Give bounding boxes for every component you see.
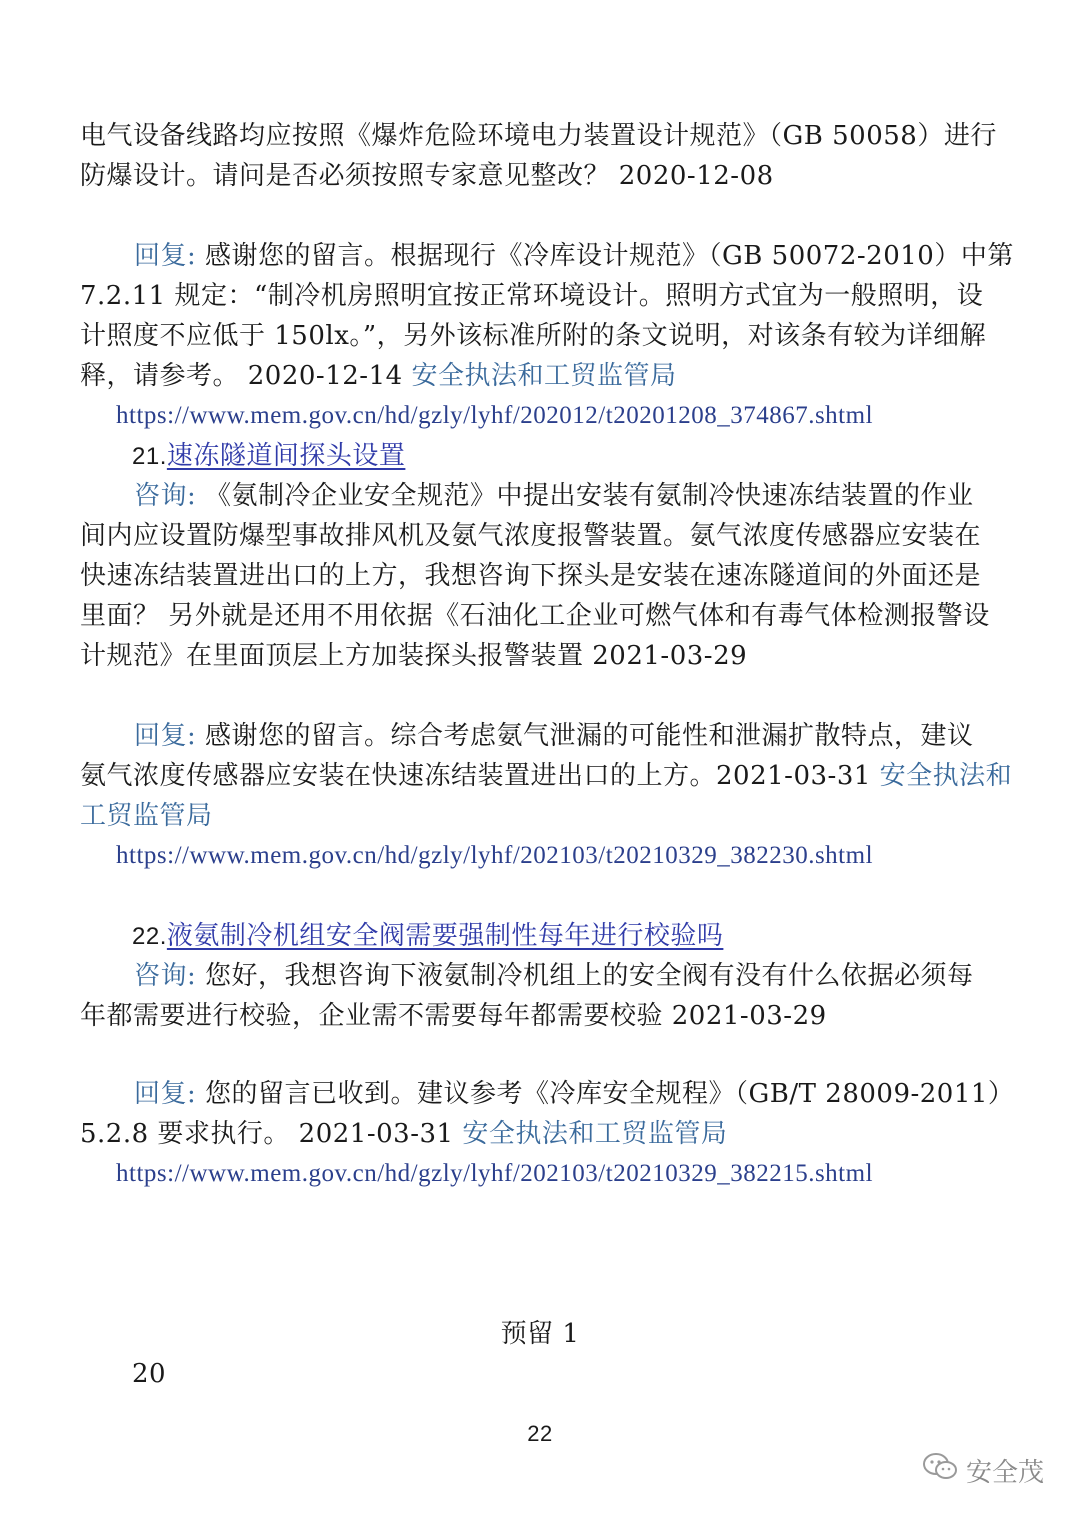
section-heading-21[interactable] [132, 436, 405, 477]
reply-text: 感谢您的留言。综合考虑氨气泄漏的可能性和泄漏扩散特点，建议 [196, 721, 974, 751]
paragraph-line: 电气设备线路均应按照《爆炸危险环境电力装置设计规范》（GB 50058）进行 [80, 121, 997, 151]
source-link[interactable]: https://www.mem.gov.cn/hd/gzly/lyhf/202103/t20210329_382215.shtml [116, 1160, 874, 1187]
watermark-text: 安全茂 [966, 1458, 1045, 1488]
section-heading-22[interactable] [132, 916, 723, 957]
inquiry-line [134, 956, 974, 996]
reply-label: 回复: [134, 721, 197, 751]
reply-line [134, 236, 1014, 276]
reply-line [80, 356, 676, 396]
agency-name: 安全执法和工贸监管局 [462, 1119, 728, 1149]
reply-text: 您的留言已收到。建议参考《冷库安全规程》（GB/T 28009-2011） [196, 1079, 1015, 1109]
inquiry-line: 快速冻结装置进出口的上方，我想咨询下探头是安装在速冻隧道间的外面还是 [80, 561, 982, 591]
reserve-label: 预留 1 [500, 1319, 580, 1349]
inquiry-line: 里面？ 另外就是还用不用依据《石油化工企业可燃气体和有毒气体检测报警设 [80, 601, 990, 631]
reply-text: 氨气浓度传感器应安装在快速冻结装置进出口的上方。2021-03-31 [80, 761, 880, 791]
agency-name: 安全执法和 [879, 761, 1013, 791]
paragraph-line: 防爆设计。请问是否必须按照专家意见整改？ 2020-12-08 [80, 161, 774, 191]
inquiry-text: 《氨制冷企业安全规范》中提出安装有氨制冷快速冻结装置的作业 [196, 481, 974, 511]
reply-text: 释，请参考。 2020-12-14 [80, 361, 412, 391]
side-number: 20 [132, 1359, 167, 1389]
reply-line: 计照度不应低于 150lx。”，另外该标准所附的条文说明，对该条有较为详细解 [80, 321, 987, 351]
reply-label: 回复: [134, 241, 197, 271]
inquiry-label: 咨询: [134, 481, 197, 511]
inquiry-line [134, 476, 974, 516]
inquiry-line: 计规范》在里面顶层上方加装探头报警装置 2021-03-29 [80, 641, 748, 671]
reply-text: 5.2.8 要求执行。 2021-03-31 [80, 1119, 463, 1149]
inquiry-text: 您好，我想咨询下液氨制冷机组上的安全阀有没有什么依据必须每 [196, 961, 974, 991]
inquiry-label: 咨询: [134, 961, 197, 991]
heading-title-link[interactable]: 液氨制冷机组安全阀需要强制性每年进行校验吗 [166, 921, 724, 951]
source-link[interactable]: https://www.mem.gov.cn/hd/gzly/lyhf/202012/t20201208_374867.shtml [116, 402, 874, 429]
reply-line [134, 1074, 1014, 1114]
inquiry-line: 间内应设置防爆型事故排风机及氨气浓度报警装置。氨气浓度传感器应安装在 [80, 521, 982, 551]
page-number: 22 [527, 1421, 553, 1446]
reply-line: 7.2.11 规定：“制冷机房照明宜按正常环境设计。照明方式宜为一般照明，设 [80, 281, 984, 311]
inquiry-line: 年都需要进行校验，企业需不需要每年都需要校验 2021-03-29 [80, 1001, 827, 1031]
reply-line [80, 756, 1012, 796]
wechat-icon [922, 1452, 958, 1489]
heading-title-link[interactable]: 速冻隧道间探头设置 [166, 441, 406, 471]
agency-name: 工贸监管局 [80, 801, 213, 831]
watermark [922, 1452, 1044, 1489]
reply-line [80, 1114, 727, 1154]
agency-name: 安全执法和工贸监管局 [411, 361, 677, 391]
heading-number: 21. [132, 443, 167, 470]
reply-text: 感谢您的留言。根据现行《冷库设计规范》（GB 50072-2010）中第 [196, 241, 1014, 271]
reply-label: 回复: [134, 1079, 197, 1109]
source-link[interactable]: https://www.mem.gov.cn/hd/gzly/lyhf/202103/t20210329_382230.shtml [116, 842, 874, 869]
heading-number: 22. [132, 923, 167, 950]
reply-line [134, 716, 974, 756]
